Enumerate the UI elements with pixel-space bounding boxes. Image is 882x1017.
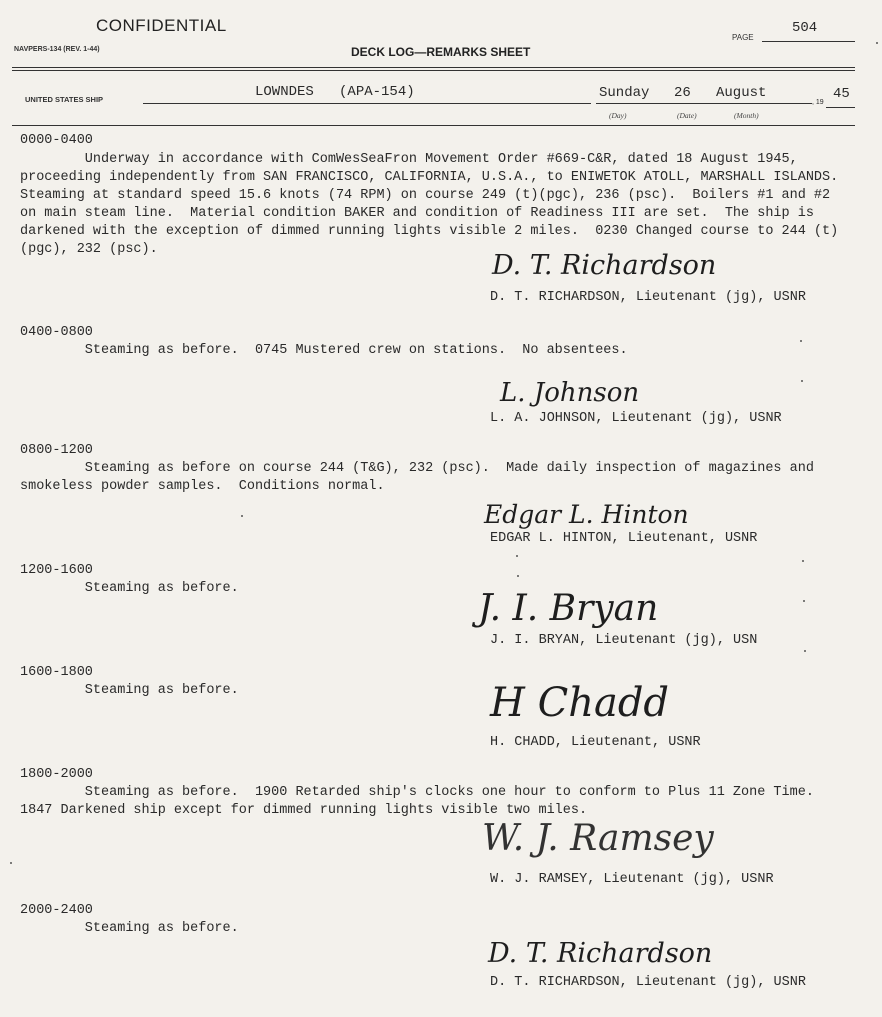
entry-line: proceeding independently from SAN FRANCISCO, CALIFORNIA, U.S.A., to ENIWETOK ATOLL, MARSHALL ISLANDS.	[20, 170, 839, 185]
officer-signature: H. CHADD, Lieutenant, USNR	[490, 735, 701, 750]
handwritten-signature: D. T. Richardson	[492, 250, 717, 281]
form-number: NAVPERS-134 (REV. 1-44)	[14, 46, 100, 53]
entry-line: Steaming at standard speed 15.6 knots (74 RPM) on course 249 (t)(pgc), 236 (psc). Boilers #1 and #2	[20, 188, 831, 203]
entry-line: on main steam line. Material condition BAKER and condition of Readiness III are set. The ship is	[20, 206, 814, 221]
entry-line: Steaming as before. 1900 Retarded ship's clocks one hour to conform to Plus 11 Zone Time.	[20, 785, 814, 800]
handwritten-signature: D. T. Richardson	[488, 938, 713, 969]
entry-line: Steaming as before on course 244 (T&G), 232 (psc). Made daily inspection of magazines and	[20, 461, 814, 476]
month-caption: (Month)	[734, 111, 759, 120]
paper-speck	[802, 560, 804, 562]
watch-time: 1600-1800	[20, 665, 93, 680]
watch-entry	[20, 460, 814, 496]
handwritten-signature: W. J. Ramsey	[482, 818, 714, 859]
officer-signature: J. I. BRYAN, Lieutenant (jg), USN	[490, 633, 758, 648]
entry-line: (pgc), 232 (psc).	[20, 242, 158, 257]
officer-signature: D. T. RICHARDSON, Lieutenant (jg), USNR	[490, 290, 806, 305]
paper-speck	[517, 575, 519, 577]
date-value: 26	[674, 85, 691, 101]
header-rule-double	[12, 70, 855, 71]
handwritten-signature: L. Johnson	[500, 378, 640, 408]
date-caption: (Date)	[677, 111, 697, 120]
day-caption: (Day)	[609, 111, 627, 120]
handwritten-signature: J. I. Bryan	[478, 588, 659, 629]
handwritten-signature: H Chadd	[490, 680, 670, 726]
watch-time: 1200-1600	[20, 563, 93, 578]
month-value: August	[716, 85, 767, 101]
paper-speck	[803, 600, 805, 602]
entry-line: darkened with the exception of dimmed running lights visible 2 miles. 0230 Changed course to 244 (t)	[20, 224, 839, 239]
paper-speck	[516, 555, 518, 557]
ship-label: UNITED STATES SHIP	[25, 95, 104, 104]
page-label: PAGE	[732, 33, 754, 42]
date-line	[596, 103, 812, 104]
ship-name: LOWNDES (APA-154)	[255, 84, 415, 100]
entry-line: 1847 Darkened ship except for dimmed running lights visible two miles.	[20, 803, 588, 818]
watch-time: 0000-0400	[20, 133, 93, 148]
watch-time: 0800-1200	[20, 443, 93, 458]
paper-speck	[876, 42, 878, 44]
entry-line: Steaming as before.	[20, 683, 239, 698]
watch-entry	[20, 920, 239, 938]
year-value: 45	[833, 86, 850, 102]
watch-entry	[20, 784, 814, 820]
page-number: 504	[792, 20, 818, 36]
watch-entry	[20, 580, 239, 598]
paper-speck	[241, 515, 243, 517]
year-prefix: , 19	[812, 99, 824, 106]
watch-time: 2000-2400	[20, 903, 93, 918]
officer-signature: W. J. RAMSEY, Lieutenant (jg), USNR	[490, 872, 774, 887]
officer-signature: D. T. RICHARDSON, Lieutenant (jg), USNR	[490, 975, 806, 990]
watch-entry	[20, 682, 239, 700]
entry-line: Steaming as before.	[20, 921, 239, 936]
paper-speck	[804, 650, 806, 652]
officer-signature: EDGAR L. HINTON, Lieutenant, USNR	[490, 531, 758, 546]
page-number-line	[762, 41, 855, 42]
entry-line: Steaming as before. 0745 Mustered crew on stations. No absentees.	[20, 343, 628, 358]
watch-time: 1800-2000	[20, 767, 93, 782]
entry-line: Steaming as before.	[20, 581, 239, 596]
year-line	[826, 107, 855, 108]
entry-line: smokeless powder samples. Conditions normal.	[20, 479, 385, 494]
watch-entry	[20, 151, 838, 259]
paper-speck	[800, 340, 802, 342]
paper-speck	[801, 380, 803, 382]
paper-speck	[10, 862, 12, 864]
handwritten-signature: Edgar L. Hinton	[484, 500, 689, 529]
day-value: Sunday	[599, 85, 650, 101]
watch-time: 0400-0800	[20, 325, 93, 340]
header-rule	[12, 67, 855, 68]
page-title: DECK LOG—REMARKS SHEET	[351, 45, 531, 59]
confidential-marking: CONFIDENTIAL	[96, 16, 227, 35]
watch-entry	[20, 342, 628, 360]
entry-line: Underway in accordance with ComWesSeaFron Movement Order #669-C&R, dated 18 August 1945,	[20, 152, 798, 167]
officer-signature: L. A. JOHNSON, Lieutenant (jg), USNR	[490, 411, 782, 426]
ship-line	[143, 103, 591, 104]
header-bottom-rule	[12, 125, 855, 126]
